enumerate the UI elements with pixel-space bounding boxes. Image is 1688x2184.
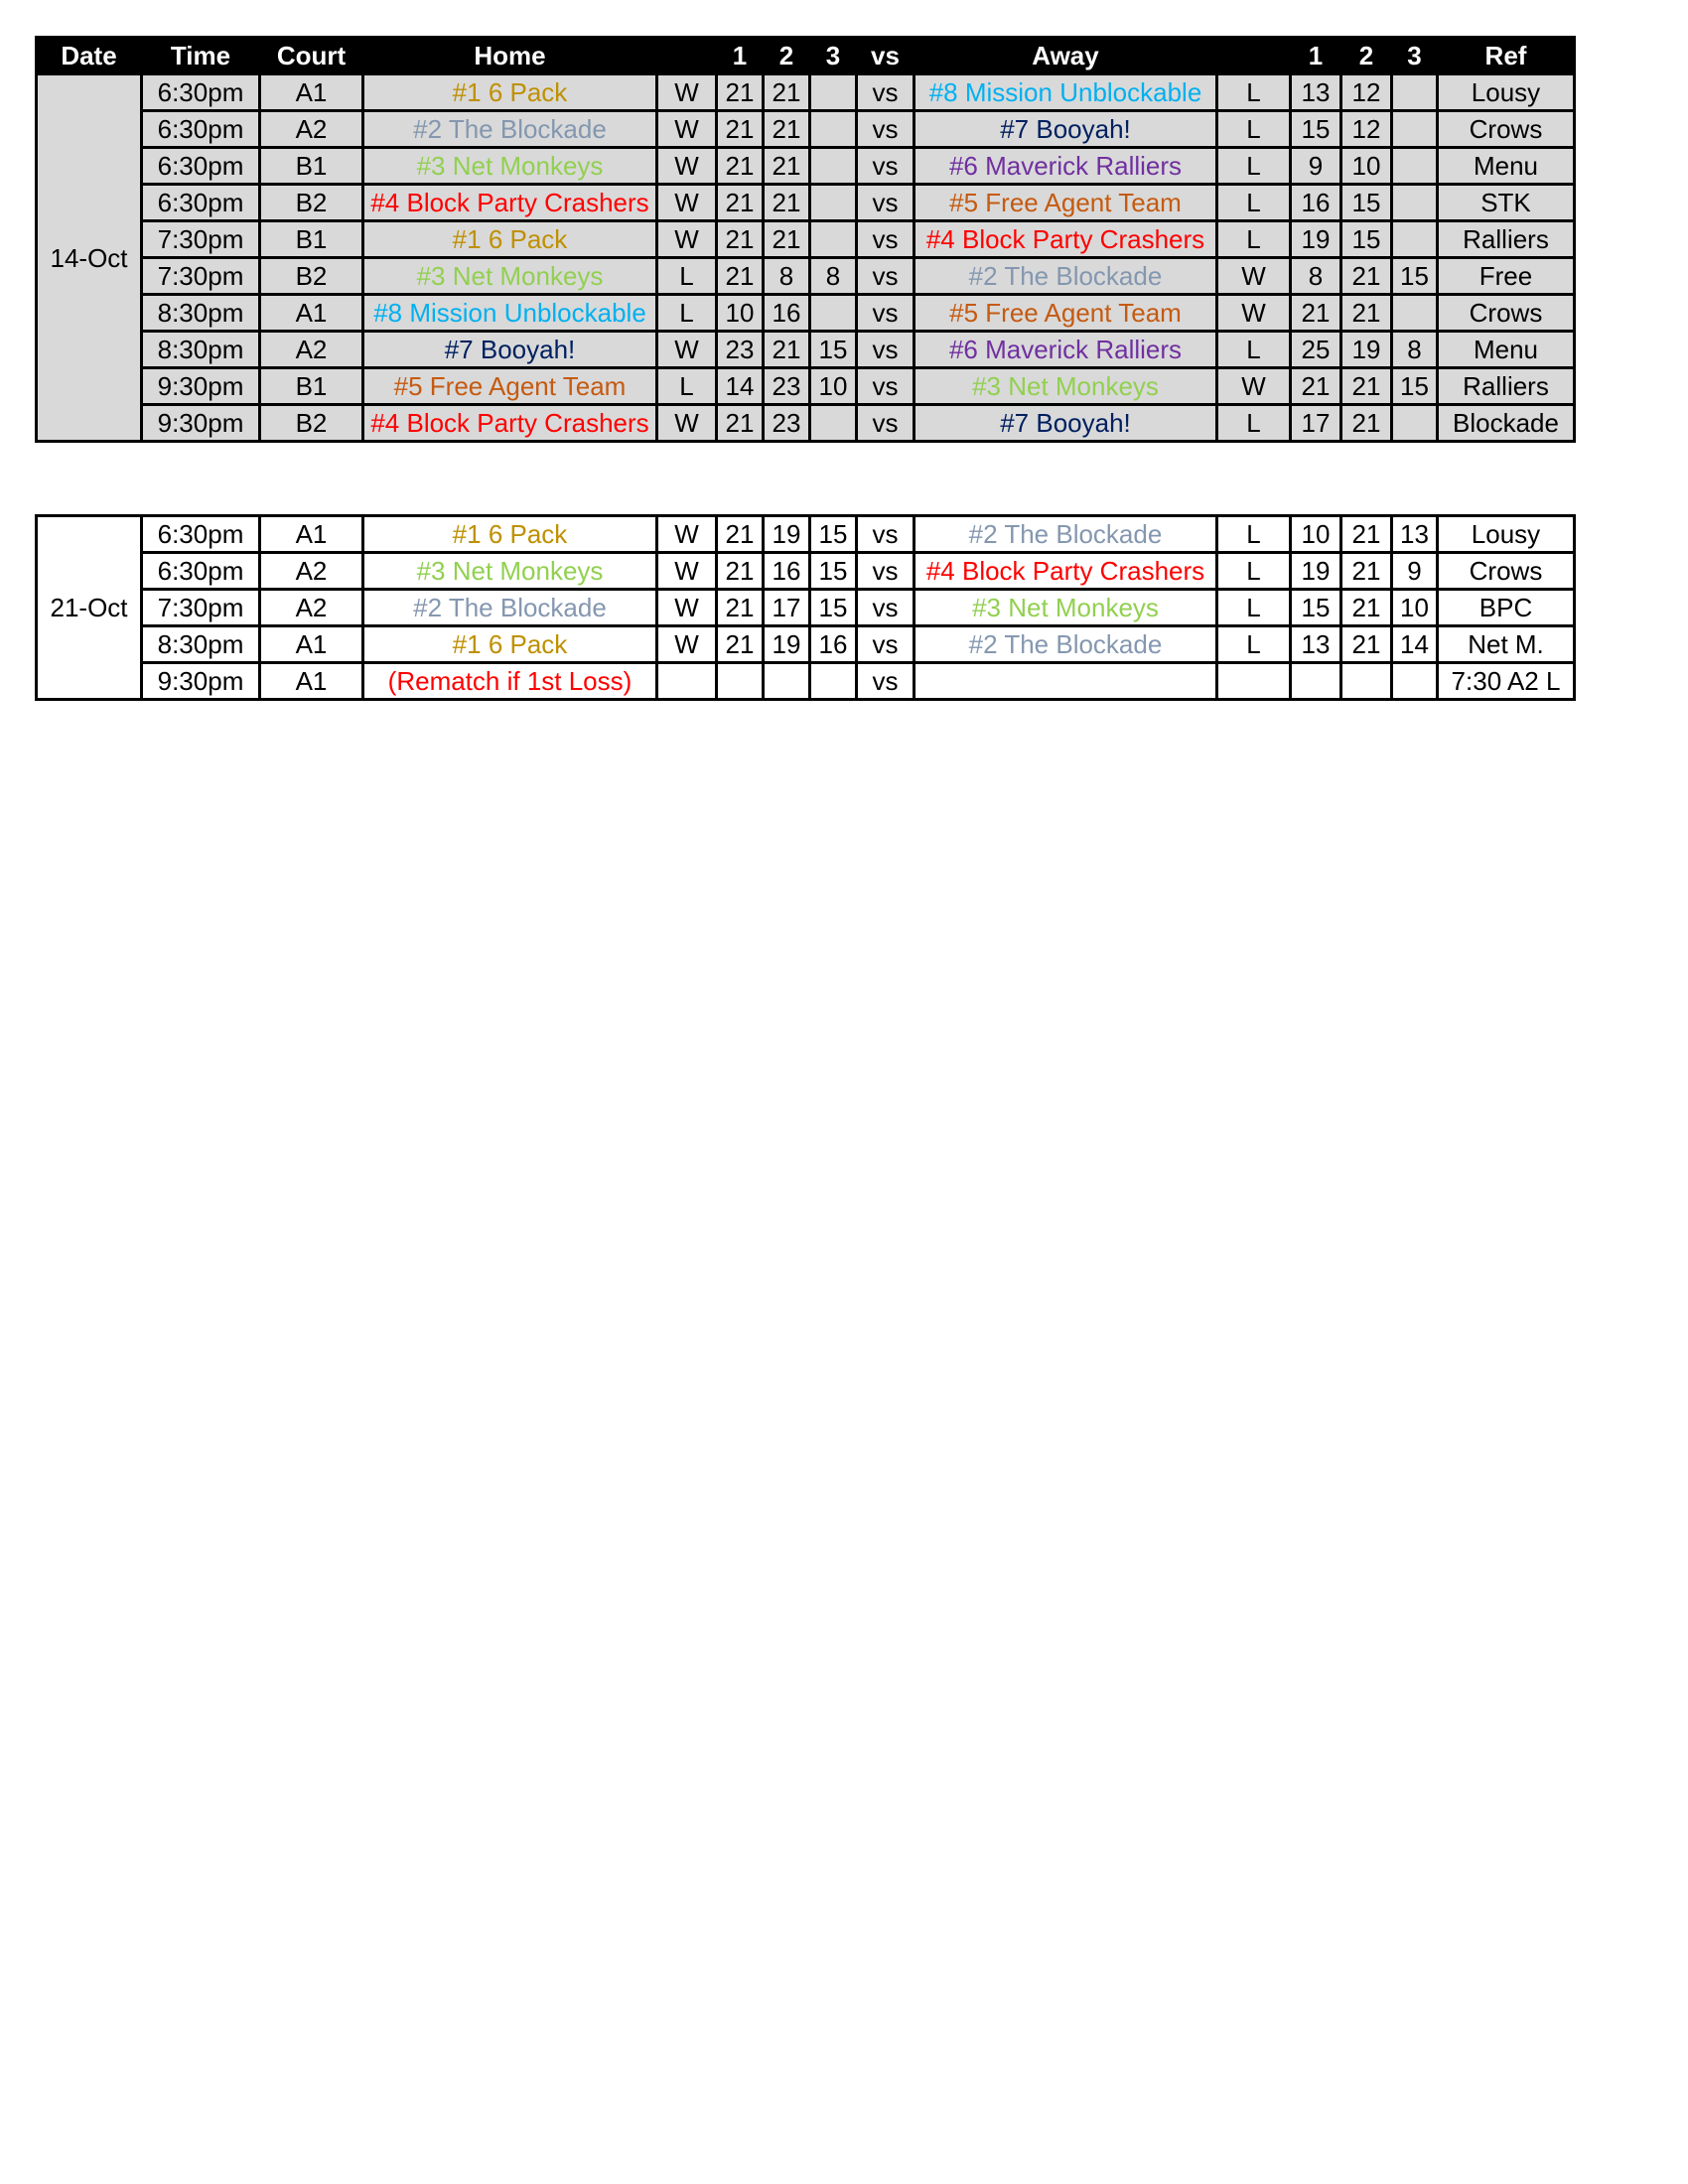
ref-cell: Net M. bbox=[1438, 626, 1575, 663]
away-team-cell: #7 Booyah! bbox=[914, 111, 1217, 148]
time-cell: 8:30pm bbox=[142, 332, 260, 368]
home-game3-score bbox=[810, 405, 857, 442]
away-game3-score bbox=[1392, 295, 1438, 332]
away-result-cell: L bbox=[1217, 111, 1291, 148]
header-vs: vs bbox=[857, 38, 914, 74]
away-result-cell: L bbox=[1217, 185, 1291, 221]
home-team-cell: #3 Net Monkeys bbox=[363, 553, 657, 590]
table-row bbox=[37, 295, 1575, 332]
away-game3-score: 15 bbox=[1392, 258, 1438, 295]
vs-cell: vs bbox=[857, 405, 914, 442]
away-game2-score: 21 bbox=[1341, 295, 1392, 332]
home-game3-score: 15 bbox=[810, 332, 857, 368]
away-game1-score: 16 bbox=[1291, 185, 1341, 221]
home-game2-score: 23 bbox=[764, 368, 810, 405]
home-game1-score: 21 bbox=[717, 185, 764, 221]
home-game3-score: 15 bbox=[810, 516, 857, 553]
away-game1-score: 17 bbox=[1291, 405, 1341, 442]
vs-cell: vs bbox=[857, 111, 914, 148]
away-game3-score: 8 bbox=[1392, 332, 1438, 368]
home-game1-score: 10 bbox=[717, 295, 764, 332]
away-game2-score: 21 bbox=[1341, 626, 1392, 663]
away-team-cell: #3 Net Monkeys bbox=[914, 368, 1217, 405]
home-result-cell: W bbox=[657, 74, 717, 111]
header-row bbox=[37, 38, 1575, 74]
ref-cell: Free bbox=[1438, 258, 1575, 295]
home-game1-score: 14 bbox=[717, 368, 764, 405]
home-team-cell: #5 Free Agent Team bbox=[363, 368, 657, 405]
home-game2-score: 21 bbox=[764, 74, 810, 111]
away-game1-score: 21 bbox=[1291, 368, 1341, 405]
vs-cell: vs bbox=[857, 553, 914, 590]
ref-cell: Menu bbox=[1438, 332, 1575, 368]
away-result-cell: L bbox=[1217, 590, 1291, 626]
table-row bbox=[37, 74, 1575, 111]
court-cell: B2 bbox=[260, 405, 363, 442]
home-result-cell: W bbox=[657, 221, 717, 258]
away-result-cell: L bbox=[1217, 148, 1291, 185]
home-team-cell: #7 Booyah! bbox=[363, 332, 657, 368]
home-game3-score: 16 bbox=[810, 626, 857, 663]
home-result-cell: W bbox=[657, 553, 717, 590]
ref-cell: Ralliers bbox=[1438, 368, 1575, 405]
home-team-cell: #1 6 Pack bbox=[363, 516, 657, 553]
table-row bbox=[37, 111, 1575, 148]
away-result-cell: L bbox=[1217, 405, 1291, 442]
time-cell: 9:30pm bbox=[142, 663, 260, 700]
away-game1-score: 19 bbox=[1291, 553, 1341, 590]
home-result-cell: W bbox=[657, 332, 717, 368]
home-game1-score bbox=[717, 663, 764, 700]
time-cell: 6:30pm bbox=[142, 553, 260, 590]
home-game1-score: 21 bbox=[717, 74, 764, 111]
court-cell: B2 bbox=[260, 258, 363, 295]
home-team-cell: #4 Block Party Crashers bbox=[363, 405, 657, 442]
away-game1-score: 15 bbox=[1291, 590, 1341, 626]
ref-cell: STK bbox=[1438, 185, 1575, 221]
table-row bbox=[37, 626, 1575, 663]
away-team-cell: #6 Maverick Ralliers bbox=[914, 148, 1217, 185]
away-game1-score: 8 bbox=[1291, 258, 1341, 295]
away-result-cell bbox=[1217, 663, 1291, 700]
away-game2-score bbox=[1341, 663, 1392, 700]
vs-cell: vs bbox=[857, 295, 914, 332]
time-cell: 6:30pm bbox=[142, 185, 260, 221]
away-result-cell: W bbox=[1217, 368, 1291, 405]
table-row bbox=[37, 332, 1575, 368]
home-game1-score: 21 bbox=[717, 258, 764, 295]
home-game3-score: 15 bbox=[810, 553, 857, 590]
home-game1-score: 23 bbox=[717, 332, 764, 368]
schedule-table-oct21 bbox=[35, 514, 1576, 701]
court-cell: B1 bbox=[260, 221, 363, 258]
date-cell: 14-Oct bbox=[37, 74, 142, 442]
schedule-table-oct14 bbox=[35, 36, 1576, 443]
home-game2-score: 16 bbox=[764, 295, 810, 332]
court-cell: A2 bbox=[260, 111, 363, 148]
away-team-cell: #2 The Blockade bbox=[914, 516, 1217, 553]
home-result-cell: L bbox=[657, 295, 717, 332]
ref-cell: 7:30 A2 L bbox=[1438, 663, 1575, 700]
home-result-cell: W bbox=[657, 626, 717, 663]
header-away-result bbox=[1217, 38, 1291, 74]
vs-cell: vs bbox=[857, 258, 914, 295]
away-team-cell: #4 Block Party Crashers bbox=[914, 553, 1217, 590]
home-game2-score: 19 bbox=[764, 626, 810, 663]
table-row bbox=[37, 405, 1575, 442]
court-cell: A1 bbox=[260, 626, 363, 663]
header-date: Date bbox=[37, 38, 142, 74]
away-result-cell: L bbox=[1217, 626, 1291, 663]
away-game1-score: 25 bbox=[1291, 332, 1341, 368]
home-game1-score: 21 bbox=[717, 590, 764, 626]
home-game1-score: 21 bbox=[717, 626, 764, 663]
home-game2-score: 19 bbox=[764, 516, 810, 553]
away-result-cell: W bbox=[1217, 295, 1291, 332]
away-result-cell: L bbox=[1217, 553, 1291, 590]
time-cell: 6:30pm bbox=[142, 148, 260, 185]
home-result-cell: W bbox=[657, 590, 717, 626]
home-game3-score bbox=[810, 295, 857, 332]
away-team-cell: #7 Booyah! bbox=[914, 405, 1217, 442]
time-cell: 6:30pm bbox=[142, 111, 260, 148]
away-game1-score: 19 bbox=[1291, 221, 1341, 258]
home-game1-score: 21 bbox=[717, 148, 764, 185]
home-result-cell: W bbox=[657, 405, 717, 442]
away-game3-score: 14 bbox=[1392, 626, 1438, 663]
time-cell: 6:30pm bbox=[142, 516, 260, 553]
home-game2-score: 21 bbox=[764, 221, 810, 258]
time-cell: 9:30pm bbox=[142, 368, 260, 405]
court-cell: A2 bbox=[260, 332, 363, 368]
time-cell: 7:30pm bbox=[142, 221, 260, 258]
away-game1-score: 10 bbox=[1291, 516, 1341, 553]
ref-cell: Crows bbox=[1438, 553, 1575, 590]
home-game1-score: 21 bbox=[717, 221, 764, 258]
home-game2-score: 16 bbox=[764, 553, 810, 590]
home-result-cell: W bbox=[657, 148, 717, 185]
home-result-cell: L bbox=[657, 368, 717, 405]
away-team-cell: #3 Net Monkeys bbox=[914, 590, 1217, 626]
time-cell: 7:30pm bbox=[142, 590, 260, 626]
away-team-cell: #2 The Blockade bbox=[914, 258, 1217, 295]
away-team-cell bbox=[914, 663, 1217, 700]
home-game3-score bbox=[810, 185, 857, 221]
time-cell: 7:30pm bbox=[142, 258, 260, 295]
away-result-cell: W bbox=[1217, 258, 1291, 295]
away-game2-score: 21 bbox=[1341, 405, 1392, 442]
away-team-cell: #6 Maverick Ralliers bbox=[914, 332, 1217, 368]
ref-cell: Blockade bbox=[1438, 405, 1575, 442]
home-game2-score: 21 bbox=[764, 185, 810, 221]
away-result-cell: L bbox=[1217, 221, 1291, 258]
away-game3-score: 13 bbox=[1392, 516, 1438, 553]
away-team-cell: #8 Mission Unblockable bbox=[914, 74, 1217, 111]
home-team-cell: #3 Net Monkeys bbox=[363, 148, 657, 185]
home-game2-score: 8 bbox=[764, 258, 810, 295]
away-game2-score: 21 bbox=[1341, 590, 1392, 626]
ref-cell: Crows bbox=[1438, 295, 1575, 332]
away-game2-score: 12 bbox=[1341, 74, 1392, 111]
home-team-cell: #2 The Blockade bbox=[363, 111, 657, 148]
header-home-result bbox=[657, 38, 717, 74]
home-team-cell: #2 The Blockade bbox=[363, 590, 657, 626]
vs-cell: vs bbox=[857, 74, 914, 111]
away-game2-score: 21 bbox=[1341, 553, 1392, 590]
away-game3-score: 10 bbox=[1392, 590, 1438, 626]
away-game3-score bbox=[1392, 148, 1438, 185]
court-cell: B2 bbox=[260, 185, 363, 221]
time-cell: 8:30pm bbox=[142, 295, 260, 332]
header-ref: Ref bbox=[1438, 38, 1575, 74]
court-cell: B1 bbox=[260, 368, 363, 405]
header-home-game3: 3 bbox=[810, 38, 857, 74]
away-game1-score: 13 bbox=[1291, 626, 1341, 663]
away-game3-score bbox=[1392, 663, 1438, 700]
away-game3-score bbox=[1392, 405, 1438, 442]
home-game1-score: 21 bbox=[717, 553, 764, 590]
header-time: Time bbox=[142, 38, 260, 74]
court-cell: A1 bbox=[260, 663, 363, 700]
home-team-cell: #4 Block Party Crashers bbox=[363, 185, 657, 221]
ref-cell: Menu bbox=[1438, 148, 1575, 185]
vs-cell: vs bbox=[857, 332, 914, 368]
court-cell: A2 bbox=[260, 590, 363, 626]
away-game2-score: 21 bbox=[1341, 258, 1392, 295]
home-result-cell: W bbox=[657, 111, 717, 148]
home-team-cell: (Rematch if 1st Loss) bbox=[363, 663, 657, 700]
away-game2-score: 21 bbox=[1341, 516, 1392, 553]
ref-cell: Lousy bbox=[1438, 74, 1575, 111]
ref-cell: BPC bbox=[1438, 590, 1575, 626]
ref-cell: Ralliers bbox=[1438, 221, 1575, 258]
header-away-game1: 1 bbox=[1291, 38, 1341, 74]
away-game2-score: 15 bbox=[1341, 185, 1392, 221]
header-home-game2: 2 bbox=[764, 38, 810, 74]
home-game1-score: 21 bbox=[717, 516, 764, 553]
home-game2-score: 21 bbox=[764, 111, 810, 148]
vs-cell: vs bbox=[857, 626, 914, 663]
home-game3-score bbox=[810, 148, 857, 185]
away-result-cell: L bbox=[1217, 516, 1291, 553]
home-game2-score: 23 bbox=[764, 405, 810, 442]
table-row bbox=[37, 663, 1575, 700]
away-game3-score bbox=[1392, 74, 1438, 111]
away-team-cell: #5 Free Agent Team bbox=[914, 185, 1217, 221]
home-team-cell: #1 6 Pack bbox=[363, 74, 657, 111]
home-result-cell: L bbox=[657, 258, 717, 295]
home-team-cell: #1 6 Pack bbox=[363, 221, 657, 258]
home-game3-score bbox=[810, 74, 857, 111]
away-game3-score: 15 bbox=[1392, 368, 1438, 405]
home-game2-score: 17 bbox=[764, 590, 810, 626]
home-team-cell: #8 Mission Unblockable bbox=[363, 295, 657, 332]
table-row bbox=[37, 368, 1575, 405]
home-game3-score: 15 bbox=[810, 590, 857, 626]
away-game3-score: 9 bbox=[1392, 553, 1438, 590]
table-row bbox=[37, 553, 1575, 590]
home-game2-score: 21 bbox=[764, 148, 810, 185]
vs-cell: vs bbox=[857, 221, 914, 258]
away-team-cell: #4 Block Party Crashers bbox=[914, 221, 1217, 258]
away-game1-score: 13 bbox=[1291, 74, 1341, 111]
time-cell: 9:30pm bbox=[142, 405, 260, 442]
table-row bbox=[37, 590, 1575, 626]
vs-cell: vs bbox=[857, 148, 914, 185]
ref-cell: Lousy bbox=[1438, 516, 1575, 553]
away-team-cell: #2 The Blockade bbox=[914, 626, 1217, 663]
vs-cell: vs bbox=[857, 368, 914, 405]
header-away: Away bbox=[914, 38, 1217, 74]
table-row bbox=[37, 516, 1575, 553]
away-game1-score: 9 bbox=[1291, 148, 1341, 185]
home-team-cell: #1 6 Pack bbox=[363, 626, 657, 663]
home-game3-score bbox=[810, 111, 857, 148]
away-game3-score bbox=[1392, 185, 1438, 221]
home-game1-score: 21 bbox=[717, 111, 764, 148]
away-team-cell: #5 Free Agent Team bbox=[914, 295, 1217, 332]
home-game3-score: 8 bbox=[810, 258, 857, 295]
vs-cell: vs bbox=[857, 590, 914, 626]
vs-cell: vs bbox=[857, 185, 914, 221]
court-cell: B1 bbox=[260, 148, 363, 185]
header-home-game1: 1 bbox=[717, 38, 764, 74]
header-away-game3: 3 bbox=[1392, 38, 1438, 74]
home-game3-score: 10 bbox=[810, 368, 857, 405]
header-away-game2: 2 bbox=[1341, 38, 1392, 74]
header-home: Home bbox=[363, 38, 657, 74]
away-result-cell: L bbox=[1217, 74, 1291, 111]
away-game2-score: 10 bbox=[1341, 148, 1392, 185]
away-game1-score: 21 bbox=[1291, 295, 1341, 332]
home-team-cell: #3 Net Monkeys bbox=[363, 258, 657, 295]
table-row bbox=[37, 185, 1575, 221]
away-game2-score: 19 bbox=[1341, 332, 1392, 368]
away-result-cell: L bbox=[1217, 332, 1291, 368]
away-game1-score bbox=[1291, 663, 1341, 700]
home-game2-score: 21 bbox=[764, 332, 810, 368]
away-game2-score: 15 bbox=[1341, 221, 1392, 258]
table-row bbox=[37, 221, 1575, 258]
away-game3-score bbox=[1392, 111, 1438, 148]
home-game2-score bbox=[764, 663, 810, 700]
home-result-cell: W bbox=[657, 185, 717, 221]
home-game1-score: 21 bbox=[717, 405, 764, 442]
court-cell: A2 bbox=[260, 553, 363, 590]
away-game1-score: 15 bbox=[1291, 111, 1341, 148]
table-row bbox=[37, 148, 1575, 185]
court-cell: A1 bbox=[260, 516, 363, 553]
date-cell: 21-Oct bbox=[37, 516, 142, 700]
ref-cell: Crows bbox=[1438, 111, 1575, 148]
time-cell: 6:30pm bbox=[142, 74, 260, 111]
away-game3-score bbox=[1392, 221, 1438, 258]
table-row bbox=[37, 258, 1575, 295]
vs-cell: vs bbox=[857, 663, 914, 700]
home-result-cell: W bbox=[657, 516, 717, 553]
vs-cell: vs bbox=[857, 516, 914, 553]
court-cell: A1 bbox=[260, 295, 363, 332]
court-cell: A1 bbox=[260, 74, 363, 111]
home-result-cell bbox=[657, 663, 717, 700]
home-game3-score bbox=[810, 221, 857, 258]
time-cell: 8:30pm bbox=[142, 626, 260, 663]
away-game2-score: 12 bbox=[1341, 111, 1392, 148]
away-game2-score: 21 bbox=[1341, 368, 1392, 405]
home-game3-score bbox=[810, 663, 857, 700]
header-court: Court bbox=[260, 38, 363, 74]
